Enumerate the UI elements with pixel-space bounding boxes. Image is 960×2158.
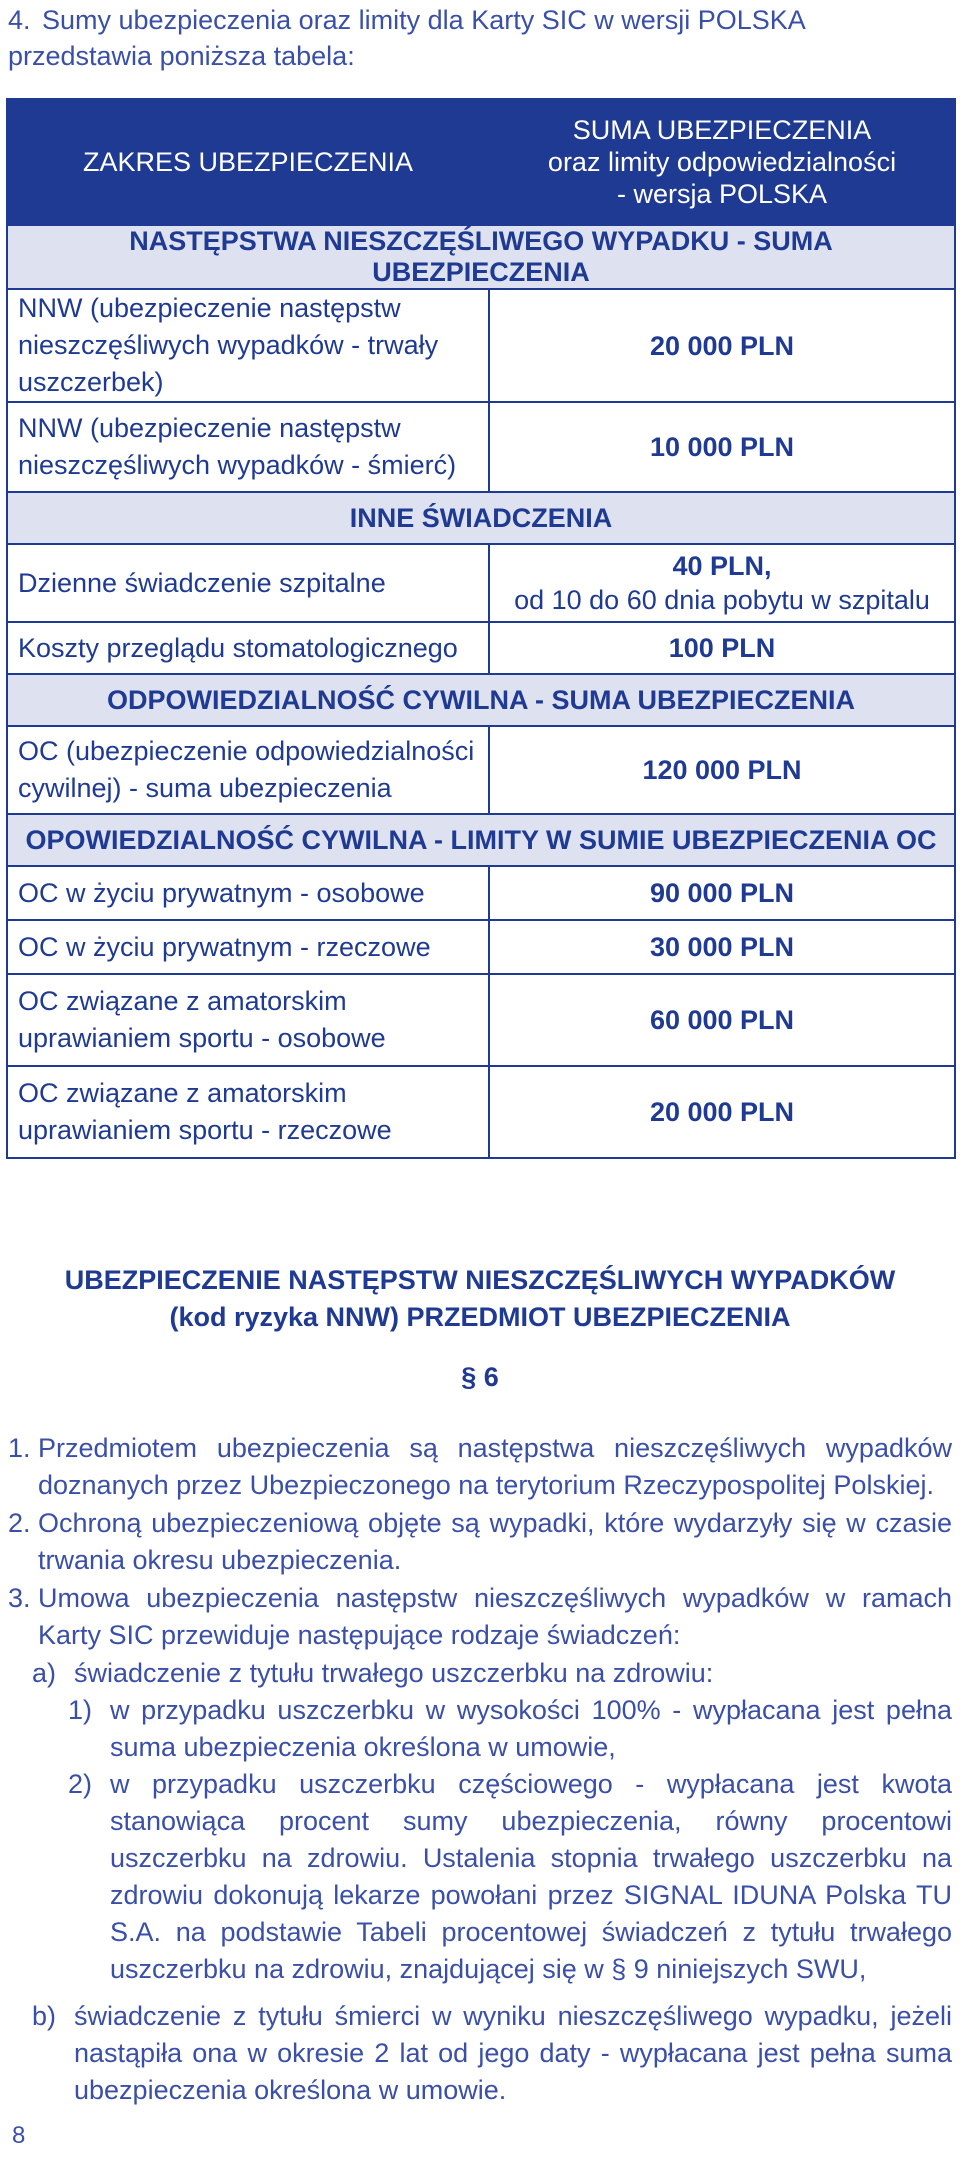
table-row bbox=[7, 866, 955, 920]
header-sum-line2: oraz limity odpowiedzialności bbox=[547, 147, 897, 177]
sub-item-letter: a) bbox=[32, 1658, 57, 1688]
row-value: 20 000 PLN bbox=[489, 289, 955, 402]
item-number: 2. bbox=[8, 1508, 31, 1538]
row-label: OC w życiu prywatnym - rzeczowe bbox=[7, 920, 489, 974]
insurance-table bbox=[6, 98, 956, 1159]
table-row bbox=[7, 402, 955, 492]
row-value: 20 000 PLN bbox=[489, 1066, 955, 1158]
section-row bbox=[7, 492, 955, 544]
list-item bbox=[8, 1430, 952, 1504]
table-row bbox=[7, 920, 955, 974]
list-item bbox=[8, 1580, 952, 1654]
row-label: Koszty przeglądu stomatologicznego bbox=[7, 622, 489, 674]
table-row bbox=[7, 1066, 955, 1158]
table-row bbox=[7, 974, 955, 1066]
sub-sub-item-2 bbox=[8, 1766, 952, 1988]
table-row bbox=[7, 289, 955, 402]
row-label: Dzienne świadczenie szpitalne bbox=[7, 544, 489, 622]
section-title: ODPOWIEDZIALNOŚĆ CYWILNA - SUMA UBEZPIECZENIA bbox=[7, 674, 955, 726]
row-value: 120 000 PLN bbox=[489, 726, 955, 814]
header-sum-line1: SUMA UBEZPIECZENIA bbox=[572, 115, 872, 145]
sub-item-b bbox=[8, 1998, 952, 2109]
section-heading-line1: UBEZPIECZENIE NASTĘPSTW NIESZCZĘŚLIWYCH WYPADKÓW bbox=[64, 1265, 896, 1295]
provisions-list bbox=[8, 1430, 952, 2109]
section-heading-line2: (kod ryzyka NNW) PRZEDMIOT UBEZPIECZENIA bbox=[169, 1302, 791, 1332]
section-title: INNE ŚWIADCZENIA bbox=[7, 492, 955, 544]
row-value: 10 000 PLN bbox=[489, 402, 955, 492]
intro-paragraph bbox=[8, 2, 948, 74]
item-text: Umowa ubezpieczenia następstw nieszczęśliwych wypadków w ramach Karty SIC przewiduje następujące rodzaje świadczeń: bbox=[38, 1583, 952, 1650]
item-text: Przedmiotem ubezpieczenia są następstwa nieszczęśliwych wypadków doznanych przez Ubezpieczonego na terytorium Rzeczypospolitej Polskiej. bbox=[38, 1433, 952, 1500]
table-header-row bbox=[7, 99, 955, 225]
sub-sub-item-text: w przypadku uszczerbku częściowego - wypłacana jest kwota stanowiąca procent sumy ubezpieczenia, równy procentowi uszczerbku na zdrowiu. Ustalenia stopnia trwałego uszczerbku na zdrowiu dokonują lekarze powołani przez SIGNAL IDUNA Polska TU S.A. na podstawie Tabeli procentowej świadczeń z tytułu trwałego uszczerbku na zdrowiu, znajdującej się w § 9 niniejszych SWU, bbox=[110, 1769, 952, 1984]
row-label: OC związane z amatorskim uprawianiem sportu - osobowe bbox=[7, 974, 489, 1066]
header-sum bbox=[489, 99, 955, 225]
page-number: 8 bbox=[12, 2122, 26, 2149]
header-scope: ZAKRES UBEZPIECZENIA bbox=[7, 99, 489, 225]
table-row bbox=[7, 622, 955, 674]
section-row bbox=[7, 814, 955, 866]
table-row bbox=[7, 726, 955, 814]
item-number: 3. bbox=[8, 1583, 31, 1613]
section-title: NASTĘPSTWA NIESZCZĘŚLIWEGO WYPADKU - SUMA UBEZPIECZENIA bbox=[7, 225, 955, 289]
sub-item-a bbox=[8, 1655, 952, 1692]
row-label: NNW (ubezpieczenie następstw nieszczęśliwych wypadków - trwały uszczerbek) bbox=[7, 289, 489, 402]
sub-item-text: świadczenie z tytułu trwałego uszczerbku na zdrowiu: bbox=[74, 1658, 714, 1688]
sub-sub-item-number: 1) bbox=[68, 1695, 93, 1725]
section-row bbox=[7, 674, 955, 726]
sub-sub-item-1 bbox=[8, 1692, 952, 1766]
row-value-note: od 10 do 60 dnia pobytu w szpitalu bbox=[514, 585, 930, 615]
row-value: 90 000 PLN bbox=[489, 866, 955, 920]
row-label: OC związane z amatorskim uprawianiem sportu - rzeczowe bbox=[7, 1066, 489, 1158]
section-heading bbox=[0, 1262, 960, 1336]
table-row bbox=[7, 544, 955, 622]
list-item bbox=[8, 1505, 952, 1579]
header-sum-line3: - wersja POLSKA bbox=[616, 179, 828, 209]
row-label: OC w życiu prywatnym - osobowe bbox=[7, 866, 489, 920]
section-title: OPOWIEDZIALNOŚĆ CYWILNA - LIMITY W SUMIE UBEZPIECZENIA OC bbox=[7, 814, 955, 866]
section-row bbox=[7, 225, 955, 289]
item-text: Ochroną ubezpieczeniową objęte są wypadki, które wydarzyły się w czasie trwania okresu ubezpieczenia. bbox=[38, 1508, 952, 1575]
sub-item-text: świadczenie z tytułu śmierci w wyniku nieszczęśliwego wypadku, jeżeli nastąpiła ona w okresie 2 lat od jego daty - wypłacana jest pełna suma ubezpieczenia określona w umowie. bbox=[74, 2001, 952, 2105]
intro-number: 4. bbox=[8, 5, 31, 35]
row-value: 30 000 PLN bbox=[489, 920, 955, 974]
row-value: 60 000 PLN bbox=[489, 974, 955, 1066]
row-label: NNW (ubezpieczenie następstw nieszczęśliwych wypadków - śmierć) bbox=[7, 402, 489, 492]
row-value: 100 PLN bbox=[489, 622, 955, 674]
row-value-amount: 40 PLN, bbox=[672, 551, 772, 581]
item-number: 1. bbox=[8, 1433, 31, 1463]
sub-sub-item-number: 2) bbox=[68, 1769, 93, 1799]
intro-text: Sumy ubezpieczenia oraz limity dla Karty SIC w wersji POLSKA przedstawia poniższa tabela: bbox=[8, 5, 805, 71]
sub-sub-item-text: w przypadku uszczerbku w wysokości 100% - wypłacana jest pełna suma ubezpieczenia określona w umowie, bbox=[110, 1695, 952, 1762]
row-value bbox=[489, 544, 955, 622]
row-label: OC (ubezpieczenie odpowiedzialności cywilnej) - suma ubezpieczenia bbox=[7, 726, 489, 814]
paragraph-number: § 6 bbox=[461, 1362, 499, 1392]
sub-item-letter: b) bbox=[32, 2001, 57, 2031]
